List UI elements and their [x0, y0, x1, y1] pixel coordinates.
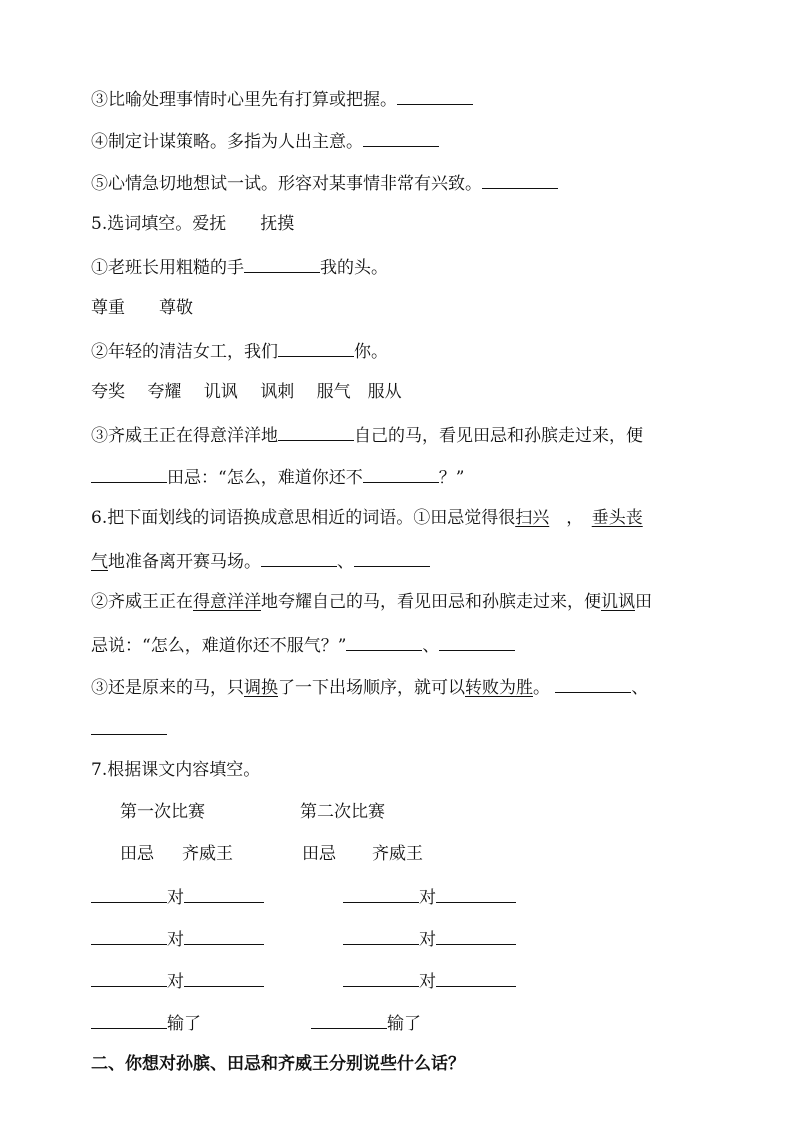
q5-sentence-3: ③齐威王正在得意洋洋地 自己的马，看见田忌和孙膑走过来，便	[91, 422, 643, 448]
underlined-word: 气	[91, 552, 108, 572]
q6-line-3: ②齐威王正在得意洋洋地夸耀自己的马，看见田忌和孙膑走过来，便讥讽田	[91, 592, 652, 612]
q6-line-6	[91, 716, 167, 742]
race-2-qiweiwang-label: 齐威王	[372, 844, 423, 864]
answer-blank[interactable]	[343, 926, 419, 945]
q6-line-1: 6.把下面划线的词语换成意思相近的词语。①田忌觉得很扫兴 ， 垂头丧	[91, 508, 643, 528]
answer-blank[interactable]	[397, 86, 473, 105]
answer-blank[interactable]	[278, 422, 354, 441]
answer-blank[interactable]	[91, 884, 167, 903]
underlined-word: 讥讽	[601, 592, 635, 612]
q4-item-5: ⑤心情急切地想试一试。形容对某事情非常有兴致。	[91, 170, 558, 196]
race-2-result: 输了	[311, 1010, 421, 1036]
q5-title: 5.选词填空。爱抚 抚摸	[91, 214, 295, 234]
q4-item-4: ④制定计谋策略。多指为人出主意。	[91, 128, 439, 154]
answer-blank[interactable]	[346, 632, 422, 651]
race-1-result: 输了	[91, 1010, 201, 1036]
answer-blank[interactable]	[184, 968, 264, 987]
answer-blank[interactable]	[363, 464, 439, 483]
underlined-word: 得意洋洋	[193, 592, 261, 612]
answer-blank[interactable]	[278, 338, 354, 357]
q4-item-3: ③比喻处理事情时心里先有打算或把握。	[91, 86, 473, 112]
answer-blank[interactable]	[91, 464, 167, 483]
answer-blank[interactable]	[91, 1010, 167, 1029]
race-1-matchup-1: 对	[91, 884, 264, 910]
race-1-tianji-label: 田忌	[120, 844, 154, 864]
race-2-tianji-label: 田忌	[302, 844, 336, 864]
answer-blank[interactable]	[436, 884, 516, 903]
underlined-word: 调换	[244, 678, 278, 698]
q5-sentence-1: ①老班长用粗糙的手 我的头。	[91, 254, 388, 280]
answer-blank[interactable]	[482, 170, 558, 189]
answer-blank[interactable]	[261, 548, 337, 567]
answer-blank[interactable]	[343, 968, 419, 987]
answer-blank[interactable]	[91, 968, 167, 987]
underlined-word: 垂头丧	[591, 508, 643, 528]
q5-word-options-2: 尊重 尊敬	[91, 298, 193, 318]
race-2-matchup-1: 对	[343, 884, 516, 910]
q6-line-4: 忌说：“怎么，难道你还不服气？” 、	[91, 632, 515, 658]
answer-blank[interactable]	[91, 926, 167, 945]
answer-blank[interactable]	[184, 926, 264, 945]
answer-blank[interactable]	[555, 674, 631, 693]
q5-word-options-3: 夸奖 夸耀 讥讽 讽刺 服气 服从	[91, 382, 402, 402]
answer-blank[interactable]	[436, 926, 516, 945]
answer-blank[interactable]	[363, 128, 439, 147]
answer-blank[interactable]	[354, 548, 430, 567]
answer-blank[interactable]	[343, 884, 419, 903]
q6-line-2: 气地准备离开赛马场。 、	[91, 548, 430, 574]
q5-sentence-2: ②年轻的清洁女工，我们 你。	[91, 338, 388, 364]
race-1-matchup-2: 对	[91, 926, 264, 952]
part-2-title: 二、你想对孙膑、田忌和齐威王分别说些什么话？	[91, 1054, 465, 1074]
answer-blank[interactable]	[436, 968, 516, 987]
underlined-word: 扫兴	[515, 508, 550, 528]
answer-blank[interactable]	[439, 632, 515, 651]
answer-blank[interactable]	[311, 1010, 387, 1029]
race-1-matchup-3: 对	[91, 968, 264, 994]
race-1-header: 第一次比赛	[120, 802, 205, 822]
underlined-word: 转败为胜	[465, 678, 533, 698]
answer-blank[interactable]	[184, 884, 264, 903]
answer-blank[interactable]	[244, 254, 320, 273]
race-2-matchup-2: 对	[343, 926, 516, 952]
q7-title: 7.根据课文内容填空。	[91, 760, 261, 780]
q5-sentence-3-continued: 田忌：“怎么，难道你还不 ？”	[91, 464, 464, 490]
race-2-matchup-3: 对	[343, 968, 516, 994]
q6-line-5: ③还是原来的马，只调换了一下出场顺序，就可以转败为胜。 、	[91, 674, 648, 700]
race-1-qiweiwang-label: 齐威王	[182, 844, 233, 864]
race-2-header: 第二次比赛	[300, 802, 385, 822]
answer-blank[interactable]	[91, 716, 167, 735]
